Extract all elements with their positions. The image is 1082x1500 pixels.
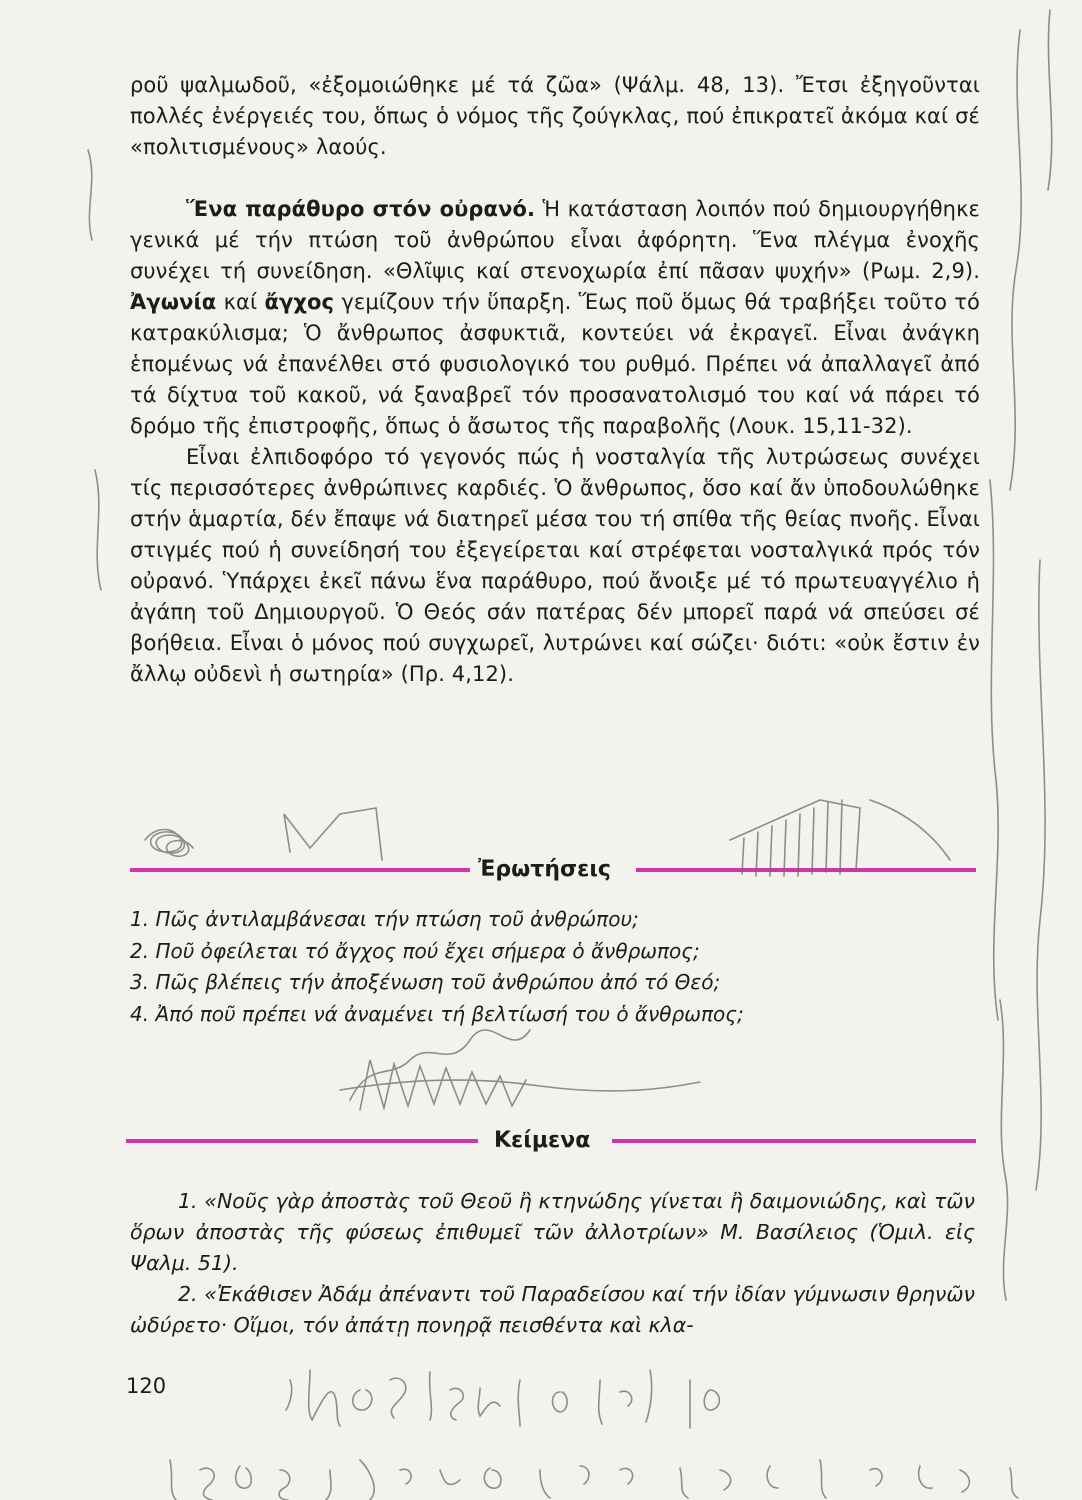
question-item: 1. Πῶς ἀντιλαμβάνεσαι τήν πτώση τοῦ ἀνθρώπου;	[130, 907, 639, 931]
questions-rule-left	[130, 868, 470, 872]
text-item-1: 1. «Νοῦς γὰρ ἀποστὰς τοῦ Θεοῦ ἢ κτηνώδης γίνεται ἢ δαιμονιώδης, καὶ τῶν ὅρων ἀποστὰς τῆς φύσεως ἐπιθυμεῖ τῶν ἀλλοτρίων» Μ. Βασίλειος (Ὁμιλ. εἰς Ψαλμ. 51).	[130, 1189, 975, 1275]
questions-rule-right	[636, 868, 976, 872]
bold-anxiety: ἄγχος	[264, 290, 335, 314]
texts-section	[130, 1186, 975, 1341]
question-item: 3. Πῶς βλέπεις τήν ἀποξένωση τοῦ ἀνθρώπου ἀπό τό Θεό;	[130, 970, 721, 994]
window-heading: Ἕνα παράθυρο στόν οὐρανό.	[186, 197, 536, 221]
intro-paragraph	[130, 70, 980, 163]
texts-rule-right	[612, 1139, 976, 1143]
text-item-2: 2. «Ἐκάθισεν Ἀδάμ ἀπέναντι τοῦ Παραδείσου καί τήν ἰδίαν γύμνωσιν θρηνῶν ὠδύρετο· Οἴμοι, τόν ἀπάτῃ πονηρᾷ πεισθέντα καὶ κλα-	[130, 1282, 975, 1337]
texts-heading: Κείμενα	[494, 1128, 591, 1153]
questions-heading: Ἐρωτήσεις	[478, 857, 611, 882]
window-paragraph-2: Εἶναι ἐλπιδοφόρο τό γεγονός πώς ἡ νοσταλγία τῆς λυτρώσεως συνέχει τίς περισσότερες ἀνθρώπινες καρδιές. Ὁ ἄνθρωπος, ὅσο καί ἄν ὑποδουλώθηκε στήν ἁμαρτία, δέν ἔπαψε νά διατηρεῖ μέσα του τή σπίθα τῆς θείας πνοῆς. Εἶναι στιγμές πού ἡ συνείδησή του ἐξεγείρεται καί στρέφεται νοσταλγικά πρός τόν οὐρανό. Ὑπάρχει ἐκεῖ πάνω ἕνα παράθυρο, πού ἄνοιξε μέ τό πρωτευαγγέλιο ἡ ἀγάπη τοῦ Δημιουργοῦ. Ὁ Θεός σάν πατέρας δέν μπορεῖ παρά νά σπεύσει σέ βοήθεια. Εἶναι ὁ μόνος πού συγχωρεῖ, λυτρώνει καί σώζει· διότι: «οὐκ ἔστιν ἐν ἄλλῳ οὐδενὶ ἡ σωτηρία» (Πρ. 4,12).	[130, 445, 980, 686]
window-section	[130, 194, 980, 690]
bold-agony: Ἀγωνία	[130, 290, 217, 314]
texts-rule-left	[126, 1139, 478, 1143]
questions-list	[130, 904, 970, 1030]
window-paragraph-1	[130, 194, 980, 442]
window-text-c: γεμίζουν τήν ὕπαρξη. Ἕως ποῦ ὅμως θά τραβήξει τοῦτο τό κατρακύλισμα; Ὁ ἄνθρωπος ἀσφυκτιᾶ, κοντεύει νά ἐκραγεῖ. Εἶναι ἀνάγκη ἑπομένως νά ἐπανέλθει στό φυσιολογικό του ρυθμό. Πρέπει νά ἀπαλλαγεῖ ἀπό τά δίχτυα τοῦ κακοῦ, νά ξαναβρεῖ τόν προσανατολισμό του καί νά πάρει τό δρόμο τῆς ἐπιστροφῆς, ὅπως ὁ ἄσωτος τῆς παραβολῆς (Λουκ. 15,11-32).	[130, 290, 980, 438]
question-item: 2. Ποῦ ὀφείλεται τό ἄγχος πού ἔχει σήμερα ὁ ἄνθρωπος;	[130, 938, 700, 963]
intro-text: ροῦ ψαλμωδοῦ, «ἐξομοιώθηκε μέ τά ζῶα» (Ψάλμ. 48, 13). Ἔτσι ἐξηγοῦνται πολλές ἐνέργειές του, ὅπως ὁ νόμος τῆς ζούγκλας, πού ἐπικρατεῖ ἀκόμα καί σέ «πολιτισμένους» λαούς.	[130, 73, 980, 159]
page-number: 120	[126, 1374, 167, 1398]
question-item: 4. Ἀπό ποῦ πρέπει νά ἀναμένει τή βελτίωσή του ὁ ἄνθρωπος;	[130, 1001, 744, 1026]
window-text-a: Ἡ κατάσταση λοιπόν πού δημιουργήθηκε γενικά μέ τήν πτώση τοῦ ἀνθρώπου εἶναι ἀφόρητη. Ἕνα πλέγμα ἐνοχῆς συνέχει τή συνείδηση. «Θλῖψις καί στενοχωρία ἐπί πᾶσαν ψυχήν» (Ρωμ. 2,9).	[130, 197, 981, 283]
window-text-b: καί	[216, 290, 265, 314]
